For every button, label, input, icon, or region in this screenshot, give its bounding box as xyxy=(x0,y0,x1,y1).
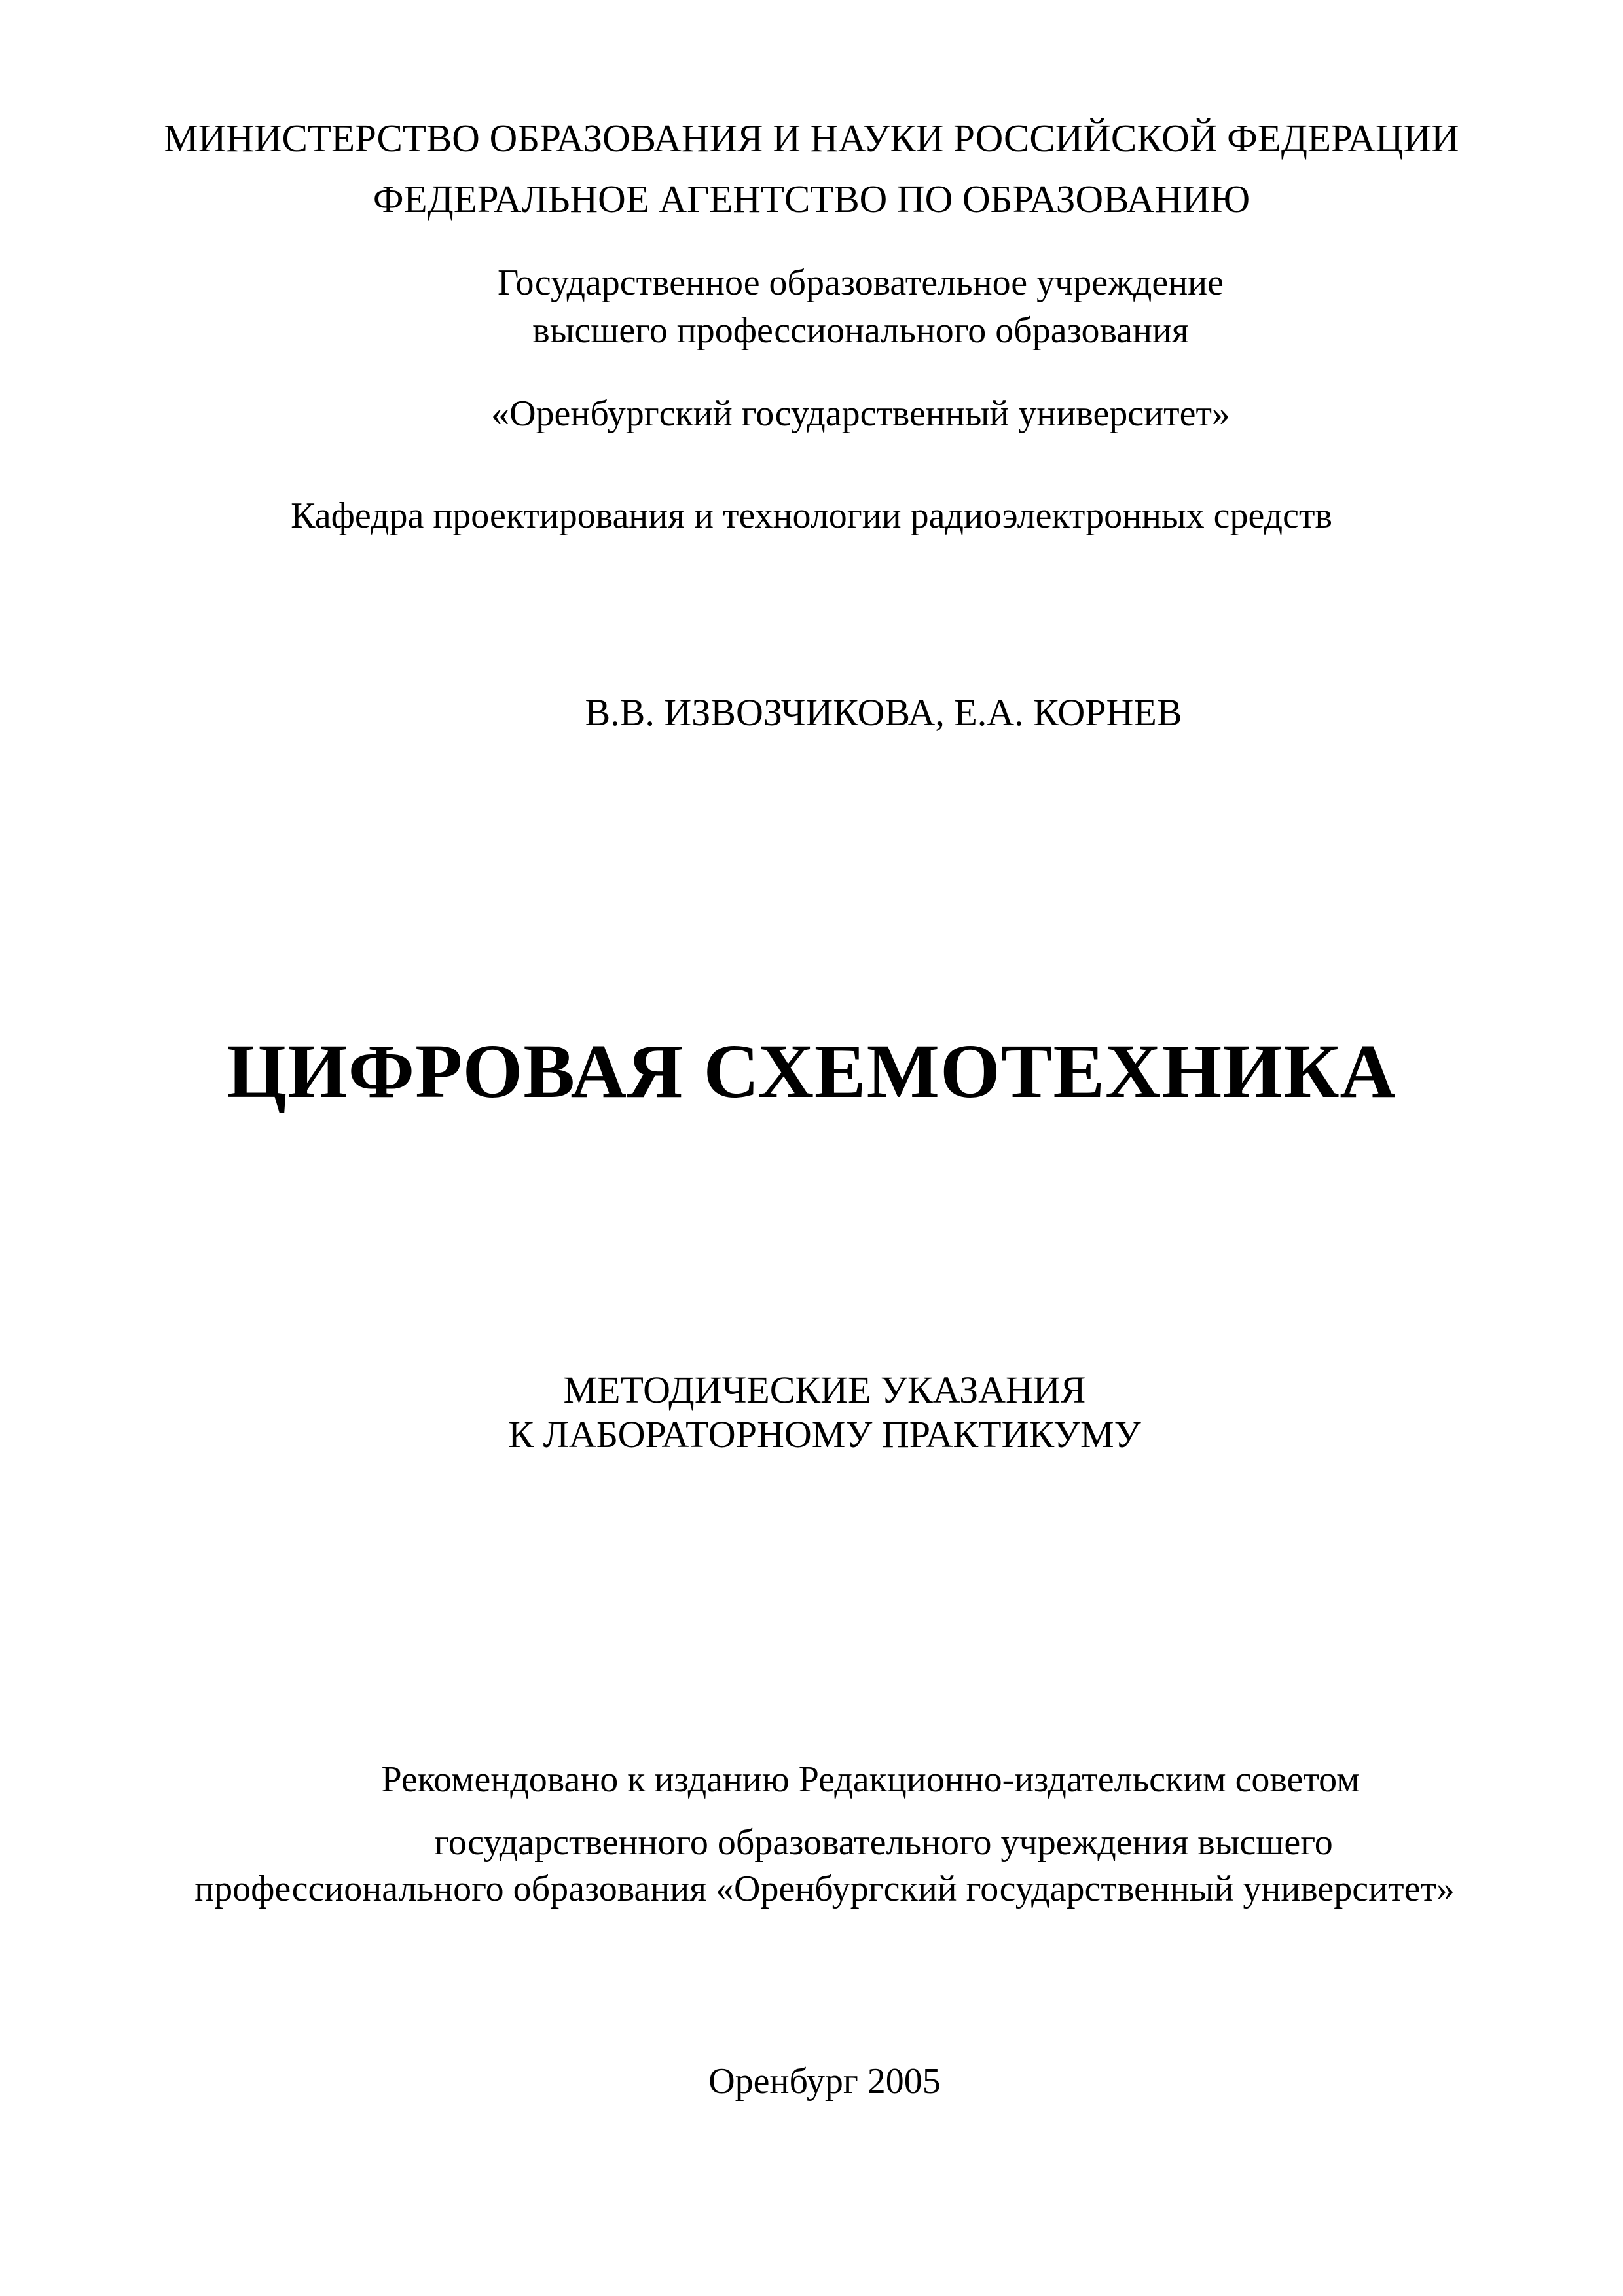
place-and-year: Оренбург 2005 xyxy=(708,2061,941,2102)
department-name: Кафедра проектирования и технологии радиоэлектронных средств xyxy=(291,495,1332,536)
university-name: «Оренбургский государственный университет» xyxy=(491,393,1230,434)
institution-type-line2: высшего профессионального образования xyxy=(532,310,1189,351)
document-title: ЦИФРОВАЯ СХЕМОТЕХНИКА xyxy=(227,1028,1396,1114)
ministry-heading: МИНИСТЕРСТВО ОБРАЗОВАНИЯ И НАУКИ РОССИЙСКОЙ ФЕДЕРАЦИИ xyxy=(164,117,1459,160)
authors: В.В. ИЗВОЗЧИКОВА, Е.А. КОРНЕВ xyxy=(585,691,1182,734)
agency-heading: ФЕДЕРАЛЬНОЕ АГЕНТСТВО ПО ОБРАЗОВАНИЮ xyxy=(373,177,1250,221)
recommendation-line2: государственного образовательного учреждения высшего xyxy=(434,1822,1333,1863)
subtitle-line2: К ЛАБОРАТОРНОМУ ПРАКТИКУМУ xyxy=(508,1413,1141,1456)
institution-type-line1: Государственное образовательное учреждение xyxy=(498,262,1224,303)
recommendation-line3: профессионального образования «Оренбургский государственный университет» xyxy=(194,1869,1455,1909)
recommendation-line1: Рекомендовано к изданию Редакционно-издательским советом xyxy=(381,1759,1360,1800)
subtitle-line1: МЕТОДИЧЕСКИЕ УКАЗАНИЯ xyxy=(563,1369,1086,1411)
